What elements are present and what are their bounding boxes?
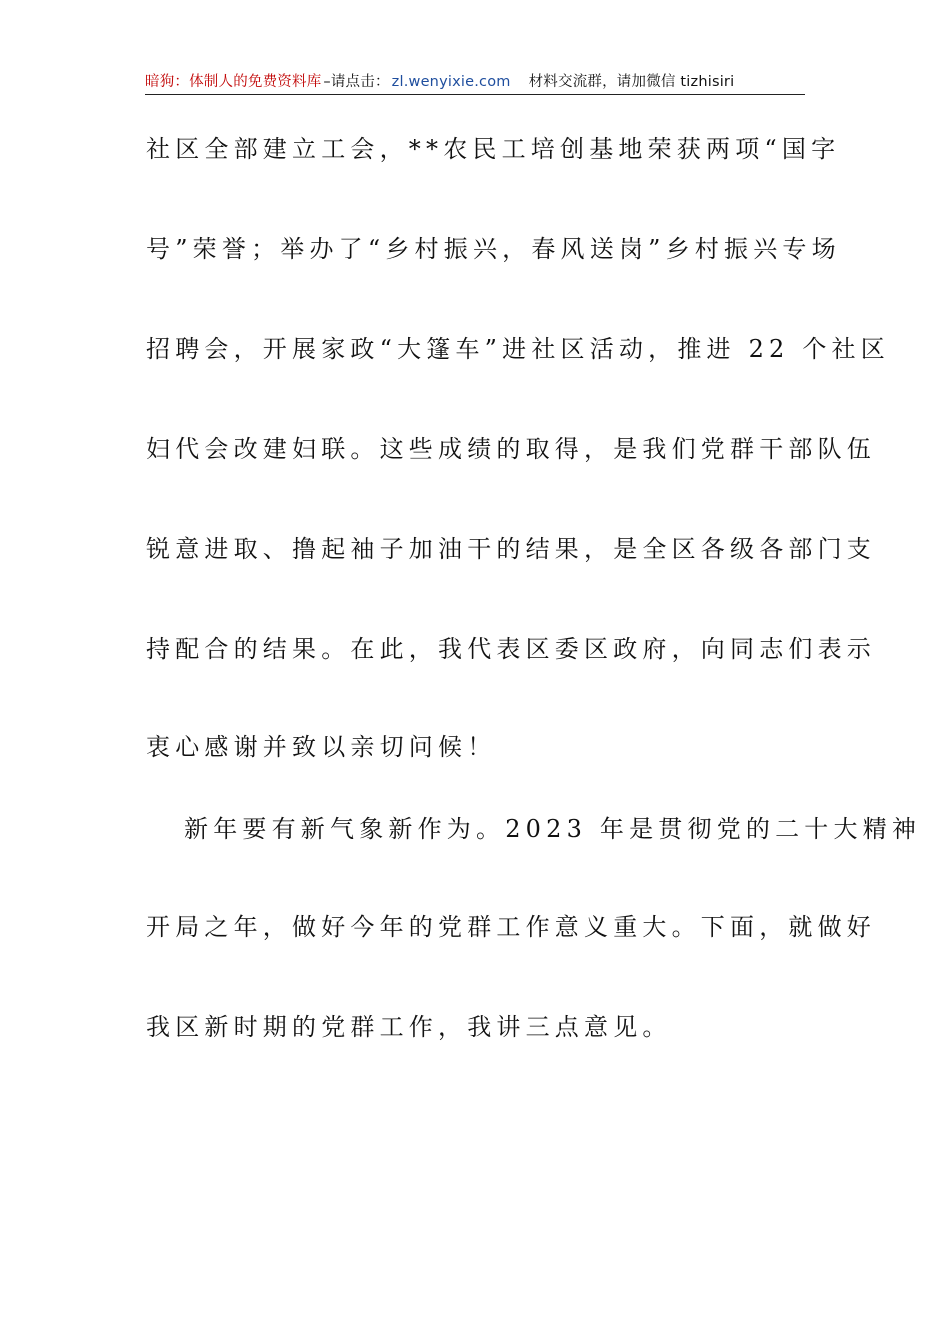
paragraph-line: 我区新时期的党群工作，我讲三点意见。 bbox=[146, 1013, 672, 1041]
paragraph-line: 锐意进取、撸起袖子加油干的结果，是全区各级各部门支 bbox=[146, 535, 876, 563]
paragraph-first-line: 新年要有新气象新作为。2023 年是贯彻党的二十大精神 bbox=[184, 815, 922, 843]
header-url-link[interactable]: zl.wenyixie.com bbox=[391, 74, 511, 90]
page-header bbox=[145, 68, 805, 95]
paragraph-line: 招聘会，开展家政“大篷车”进社区活动，推进 22 个社区 bbox=[146, 335, 890, 363]
paragraph-line: 社区全部建立工会，**农民工培创基地荣获两项“国字 bbox=[146, 135, 841, 163]
paragraph-line: 开局之年，做好今年的党群工作意义重大。下面，就做好 bbox=[146, 913, 876, 941]
header-brand-link[interactable]: 暗狗：体制人的免费资料库 bbox=[145, 74, 322, 90]
paragraph-line: 持配合的结果。在此，我代表区委区政府，向同志们表示 bbox=[146, 635, 876, 663]
header-prompt: –请点击： bbox=[323, 74, 390, 90]
paragraph-line: 妇代会改建妇联。这些成绩的取得，是我们党群干部队伍 bbox=[146, 435, 876, 463]
header-wechat-note: 材料交流群，请加微信 tizhisiri bbox=[528, 74, 735, 90]
paragraph-line: 衷心感谢并致以亲切问候！ bbox=[146, 733, 497, 761]
paragraph-line: 号”荣誉；举办了“乡村振兴，春风送岗”乡村振兴专场 bbox=[146, 235, 841, 263]
